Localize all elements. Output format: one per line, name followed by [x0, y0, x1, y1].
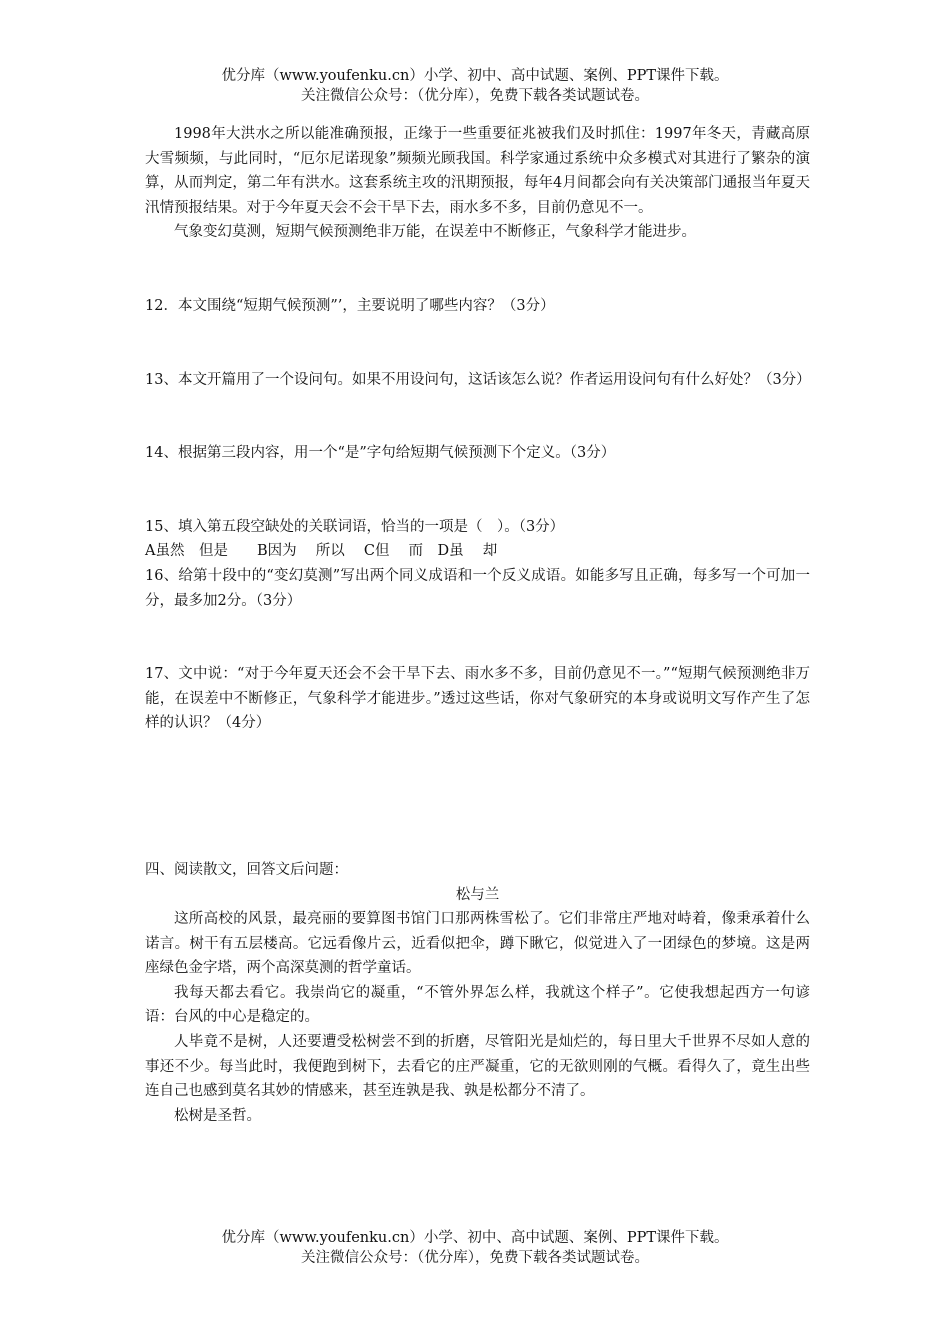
question-12: 12．本文围绕“短期气候预测”’，主要说明了哪些内容？（3分） [145, 297, 555, 314]
question-13: 13、本文开篇用了一个设问句。如果不用设问句，这话该怎么说？作者运用设问句有什么好处？（3分） [145, 371, 811, 388]
essay-paragraph-4: 松树是圣哲。 [174, 1107, 261, 1124]
document-body [145, 122, 810, 1128]
essay-paragraph-1: 这所高校的风景，最亮丽的要算图书馆门口那两株雪松了。它们非常庄严地对峙着，像秉承着什么诺言。树干有五层楼高。它远看像片云，近看似把伞，蹲下瞅它，似觉进入了一团绿色的梦境。这是两座绿色金字塔，两个高深莫测的哲学童话。 [145, 911, 810, 977]
header-line-1: 优分库（www.youfenku.cn）小学、初中、高中试题、案例、PPT课件下载。 [221, 68, 729, 84]
question-15-options: A虽然 但是 B因为 所以 C但 而 D虽 却 [145, 543, 498, 560]
page-footer [0, 1228, 950, 1268]
page-header [0, 66, 950, 106]
question-15: 15、填入第五段空缺处的关联词语，恰当的一项是（ ）。（3分） [145, 518, 565, 535]
essay-paragraph-2: 我每天都去看它。我崇尚它的凝重，“不管外界怎么样，我就这个样子”。它使我想起西方一句谚语：台风的中心是稳定的。 [145, 984, 810, 1026]
paragraph-flood-forecast: 1998年大洪水之所以能准确预报，正缘于一些重要征兆被我们及时抓住：1997年冬天，青藏高原大雪频频，与此同时，“厄尔尼诺现象”频频光顾我国。科学家通过系统中众多模式对其进行了繁杂的演算，从而判定，第二年有洪水。这套系统主攻的汛期预报，每年4月间都会向有关决策部门通报当年夏天汛情预报结果。对于今年夏天会不会干旱下去，雨水多不多，目前仍意见不一。 [145, 126, 810, 216]
section-4-heading: 四、阅读散文，回答文后问题： [145, 861, 348, 878]
footer-line-2: 关注微信公众号：（优分库），免费下载各类试题试卷。 [301, 1250, 649, 1266]
question-16: 16、给第十段中的“变幻莫测”写出两个同义成语和一个反义成语。如能多写且正确，每多写一个可加一分，最多加2分。（3分） [145, 567, 810, 609]
footer-line-1: 优分库（www.youfenku.cn）小学、初中、高中试题、案例、PPT课件下载。 [221, 1230, 729, 1246]
header-line-2: 关注微信公众号：（优分库），免费下载各类试题试卷。 [301, 88, 649, 104]
essay-title: 松与兰 [455, 886, 500, 903]
question-17: 17、文中说：“对于今年夏天还会不会干旱下去、雨水多不多，目前仍意见不一。”“短期气候预测绝非万能，在误差中不断修正，气象科学才能进步。”透过这些话，你对气象研究的本身或说明文写作产生了怎样的认识？（4分） [145, 666, 810, 732]
question-14: 14、根据第三段内容，用一个“是”字句给短期气候预测下个定义。（3分） [145, 445, 616, 462]
paragraph-conclusion: 气象变幻莫测，短期气候预测绝非万能，在误差中不断修正，气象科学才能进步。 [174, 224, 696, 241]
essay-paragraph-3: 人毕竟不是树，人还要遭受松树尝不到的折磨，尽管阳光是灿烂的，每日里大千世界不尽如人意的事还不少。每当此时，我便跑到树下，去看它的庄严凝重，它的无欲则刚的气概。看得久了，竟生出些连自己也感到莫名其妙的情感来，甚至连孰是我、孰是松都分不清了。 [145, 1034, 810, 1100]
